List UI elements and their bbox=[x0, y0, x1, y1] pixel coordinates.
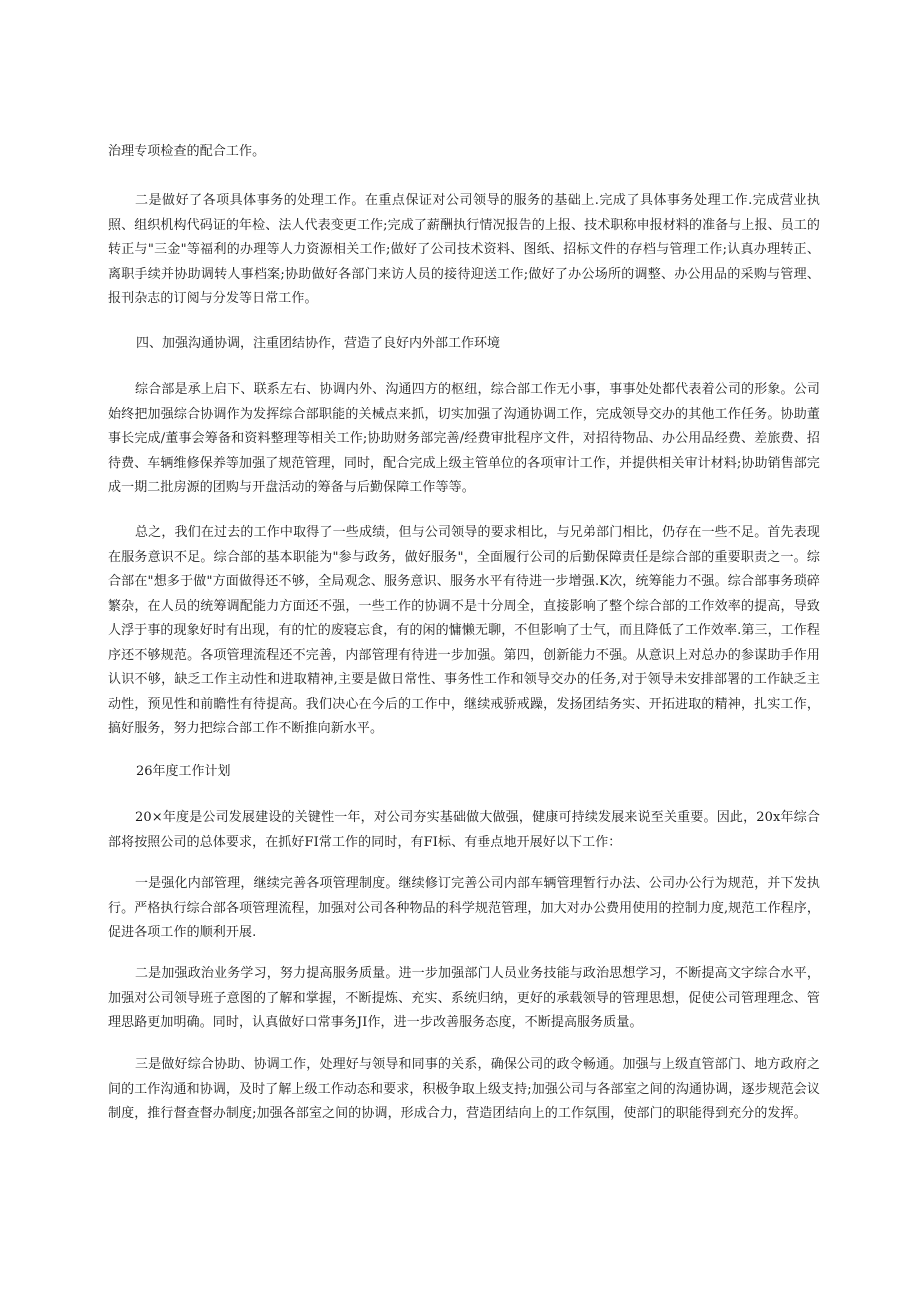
paragraph-continuation: 治理专项检查的配合工作。 bbox=[108, 144, 266, 159]
paragraph-summary-shortcomings: 总之，我们在过去的工作中取得了一些成绩，但与公司领导的要求相比，与兄弟部门相比，仍存在一些不足。首先表现在服务意识不足。综合部的基本职能为"参与政务，做好服务"，全面履行公司的后勤保障责任是综合部的重要职责之一。综合部在"想多于做"方面做得还不够，全局观念、服务意识、服务水平有待进一步增强.K次，统筹能力不强。综合部事务琐碎繁杂，在人员的统筹调配能力方面还不强，一些工作的协调不是十分周全，直接影响了整个综合部的工作效率的提高，导致人浮于事的现象好时有出现，有的忙的废寝忘食，有的闲的慵懒无聊，不但影响了士气，而且降低了工作效率.第三，工作程序还不够规范。各项管理流程还不完善，内部管理有待进一步加强。第四，创新能力不强。从意识上对总办的参谋助手作用认识不够，缺乏工作主动性和进取精神,主要是做日常性、事务性工作和领导交办的任务,对于领导未安排部署的工作缺乏主动性，预见性和前瞻性有待提高。我们决心在今后的工作中，继续戒骄戒躁，发扬团结务实、开拓进取的精神，扎实工作，搞好服务，努力把综合部工作不断推向新水平。 bbox=[108, 525, 820, 736]
paragraph-plan-item-1: 一是强化内部管理，继续完善各项管理制度。继续修订完善公司内部车辆管理暂行办法、公司办公行为规范，并下发执行。严格执行综合部各项管理流程，加强对公司各种物品的科学规范管理，加大对办公费用使用的控制力度,规范工作程序，促进各项工作的顺利开展. bbox=[108, 876, 820, 940]
section-heading-annual-plan: 26年度工作计划 bbox=[136, 764, 231, 779]
paragraph-daily-affairs: 二是做好了各项具体事务的处理工作。在重点保证对公司领导的服务的基础上.完成了具体事务处理工作.完成营业执照、组织机构代码证的年检、法人代表变更工作;完成了薪酬执行情况报告的上报、技术职称申报材料的准备与上报、员工的转正与"三金"等福利的办理等人力资源相关工作;做好了公司技术资料、图纸、招标文件的存档与管理工作;认真办理转正、离职手续并协助调转人事档案;协助做好各部门来访人员的接待迎送工作;做好了办公场所的调整、办公用品的采购与管理、报刊杂志的订阅与分发等日常工作。 bbox=[108, 193, 820, 306]
paragraph-plan-item-2: 二是加强政治业务学习，努力提高服务质量。进一步加强部门人员业务技能与政治思想学习，不断提高文字综合水平，加强对公司领导班子意图的了解和掌握，不断提炼、充实、系统归纳，更好的承载领导的管理思想，促使公司管理理念、管理思路更加明确。同时，认真做好口常事务JI作，进一步改善服务态度，不断提高服务质量。 bbox=[108, 966, 820, 1030]
paragraph-coordination: 综合部是承上启下、联系左右、协调内外、沟通四方的枢纽，综合部工作无小事，事事处处都代表着公司的形象。公司始终把加强综合协调作为发挥综合部职能的关械点来抓，切实加强了沟通协调工作，完成领导交办的其他工作任务。协助董事长完成/董事会筹备和资料整理等相关工作;协助财务部完善/经费审批程序文件，对招待物品、办公用品经费、差旅费、招待费、车辆维修保养等加强了规范管理，同时，配合完成上级主管单位的各项审计工作，并提供相关审计材料;协助销售部完成一期二批房源的团购与开盘活动的筹备与后勤保障工作等等。 bbox=[108, 382, 820, 495]
section-heading-communication: 四、加强沟通协调，注重团结协作，营造了良好内外部工作环境 bbox=[136, 336, 501, 351]
paragraph-plan-intro: 20×年度是公司发展建设的关键性一年，对公司夯实基础做大做强，健康可持续发展来说至关重要。因此，20x年综合部将按照公司的总体要求，在抓好FI常工作的同时，有FI标、有垂点地开展好以下工作： bbox=[108, 810, 820, 850]
paragraph-plan-item-3: 三是做好综合协助、协调工作，处理好与领导和同事的关系，确保公司的政令畅通。加强与上级直管部门、地方政府之间的工作沟通和协调，及时了解上级工作动态和要求，积极争取上级支持;加强公司与各部室之间的沟通协调，逐步规范会议制度，推行督查督办制度;加强各部室之间的协调，形成合力，营造团结向上的工作氛围，使部门的职能得到充分的发挥。 bbox=[108, 1057, 820, 1121]
